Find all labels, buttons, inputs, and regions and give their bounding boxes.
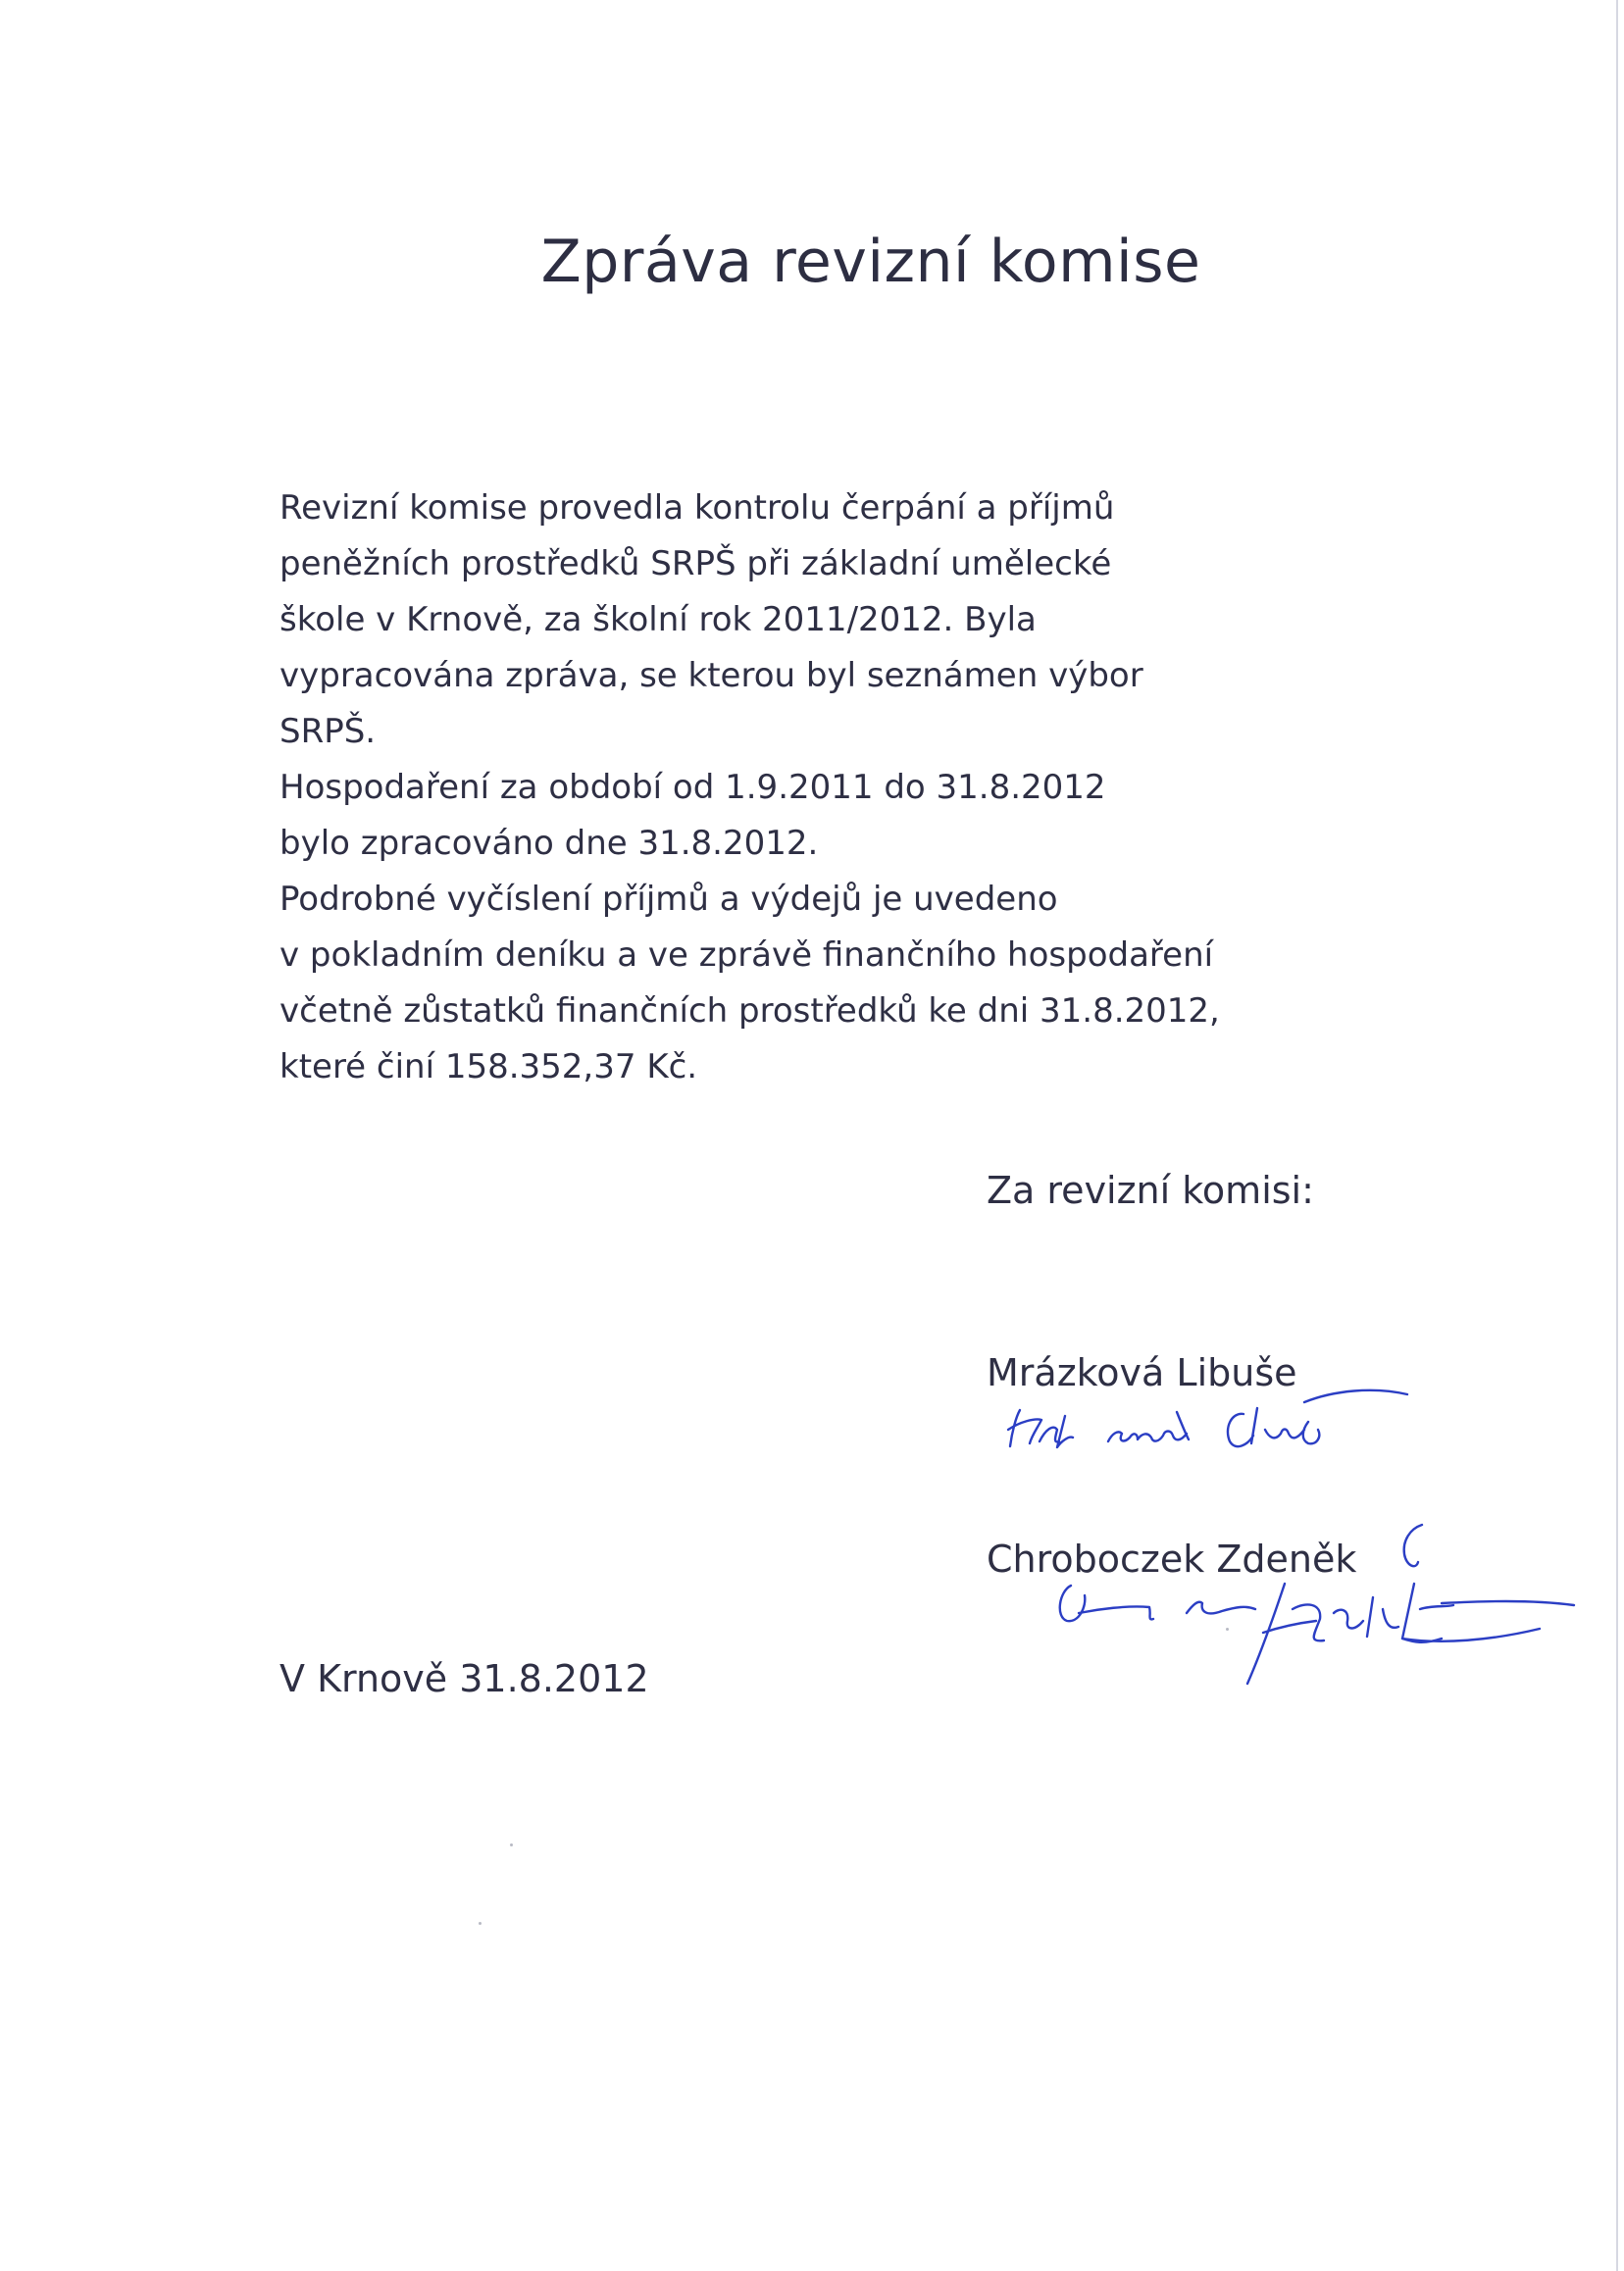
body-line: Podrobné vyčíslení příjmů a výdejů je uvedeno: [279, 880, 1058, 919]
body-line: které činí 158.352,37 Kč.: [279, 1047, 698, 1086]
scan-speck: [479, 1922, 482, 1925]
place-and-date: V Krnově 31.8.2012: [279, 1657, 649, 1700]
body-line: SRPŠ.: [279, 712, 377, 751]
signatory-name-2: Chroboczek Zdeněk: [987, 1538, 1357, 1581]
body-line: peněžních prostředků SRPŠ při základní umělecké: [279, 544, 1112, 583]
scan-speck: [510, 1843, 513, 1846]
report-body: [279, 480, 1358, 1095]
body-line: Revizní komise provedla kontrolu čerpání a příjmů: [279, 488, 1115, 528]
scan-speck: [1226, 1628, 1229, 1631]
body-line: škole v Krnově, za školní rok 2011/2012. Byla: [279, 600, 1037, 639]
body-line: bylo zpracováno dne 31.8.2012.: [279, 824, 819, 863]
document-title: Zpráva revizní komise: [540, 227, 1201, 296]
body-line: Hospodaření za období od 1.9.2011 do 31.8.2012: [279, 768, 1106, 807]
handwritten-signature-1: [981, 1373, 1412, 1481]
signature-heading: Za revizní komisi:: [987, 1169, 1314, 1212]
body-line: vypracována zpráva, se kterou byl seznámen výbor: [279, 656, 1143, 695]
body-line: v pokladním deníku a ve zprávě finančního hospodaření: [279, 935, 1214, 975]
handwritten-signature-2: [1030, 1515, 1579, 1731]
signatory-name-1: Mrázková Libuše: [987, 1351, 1297, 1394]
scan-edge-line: [1616, 0, 1618, 2271]
body-line: včetně zůstatků finančních prostředků ke dni 31.8.2012,: [279, 991, 1220, 1031]
